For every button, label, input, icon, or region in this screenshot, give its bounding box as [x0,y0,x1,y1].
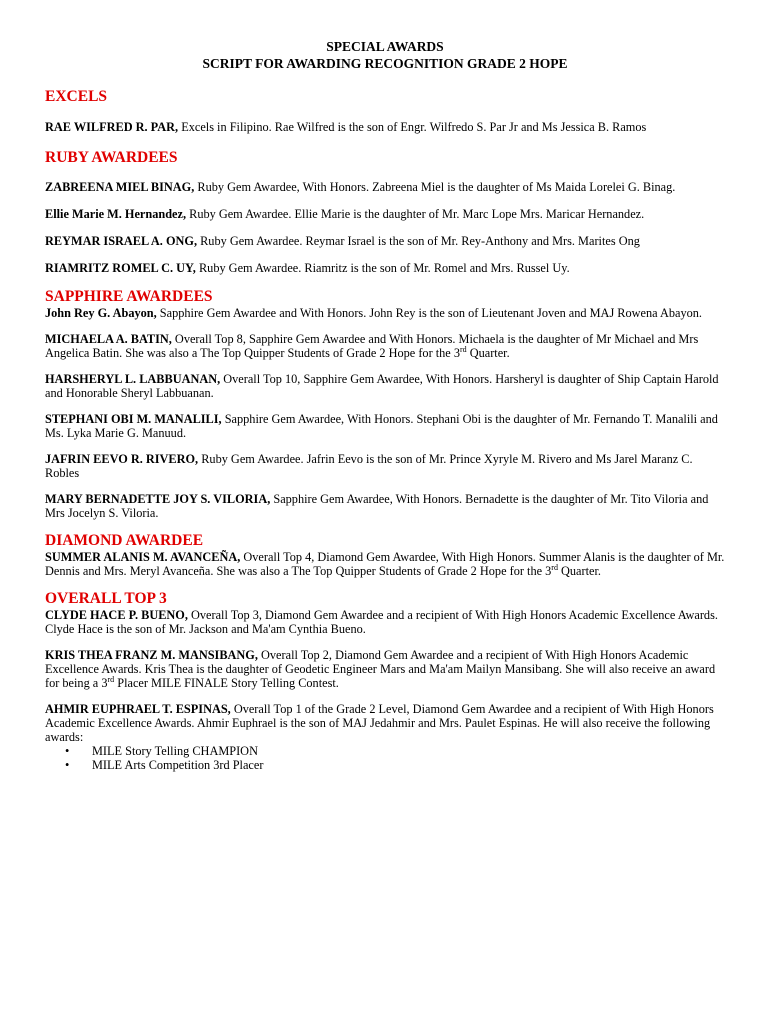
award-description: Overall Top 1 of the Grade 2 Level, Diamond Gem Awardee and a recipient of With High Honors Academic Excellence Awards. Ahmir Euphrael is the son of MAJ Jedahmir and Mrs. Paulet Espinas. He will also receive the following awards: [45,702,714,744]
awardee-name: RIAMRITZ ROMEL C. UY, [45,261,196,275]
awardee-name: AHMIR EUPHRAEL T. ESPINAS, [45,702,231,716]
award-description: Ruby Gem Awardee. Ellie Marie is the daughter of Mr. Marc Lope Mrs. Maricar Hernandez. [186,207,645,221]
entry-top3-1 [45,648,725,690]
entry-sapphire-1 [45,332,725,360]
entry-top3-0 [45,608,725,636]
entry-diamond-0 [45,550,725,578]
awardee-name: JAFRIN EEVO R. RIVERO, [45,452,199,466]
award-description: Ruby Gem Awardee. Riamritz is the son of Mr. Romel and Mrs. Russel Uy. [195,261,570,275]
entry-sapphire-4 [45,452,725,480]
additional-awards-list [45,744,725,772]
award-description: Sapphire Gem Awardee, With Honors. Bernadette is the daughter of Mr. Tito Viloria and Mrs Jocelyn S. Viloria. [45,492,709,520]
award-description: Overall Top 3, Diamond Gem Awardee and a recipient of With High Honors Academic Excellence Awards. Clyde Hace is the son of Mr. Jackson and Ma'am Cynthia Bueno. [45,608,718,636]
award-description: Ruby Gem Awardee. Jafrin Eevo is the son of Mr. Prince Xyryle M. Rivero and Ms Jarel Maranz C. Robles [45,452,693,480]
awardee-name: CLYDE HACE P. BUENO, [45,608,188,622]
awardee-name: ZABREENA MIEL BINAG, [45,180,195,194]
section-heading-top3: OVERALL TOP 3 [45,590,167,607]
entry-sapphire-2 [45,372,725,400]
ordinal-suffix: rd [551,562,558,572]
awardee-name: John Rey G. Abayon, [45,306,157,320]
entry-excels-0 [45,120,725,134]
entry-sapphire-3 [45,412,725,440]
section-heading-ruby: RUBY AWARDEES [45,149,178,166]
award-description: Excels in Filipino. Rae Wilfred is the son of Engr. Wilfredo S. Par Jr and Ms Jessica B. Ramos [178,120,647,134]
award-description-end: Placer MILE FINALE Story Telling Contest. [114,676,339,690]
entry-ruby-3 [45,261,725,275]
section-heading-sapphire: SAPPHIRE AWARDEES [45,288,213,305]
awardee-name: SUMMER ALANIS M. AVANCEÑA, [45,550,241,564]
award-description: Sapphire Gem Awardee, With Honors. Stephani Obi is the daughter of Mr. Fernando T. Manalili and Ms. Lyka Marie G. Manuud. [45,412,718,440]
award-description: Sapphire Gem Awardee and With Honors. John Rey is the son of Lieutenant Joven and MAJ Rowena Abayon. [156,306,702,320]
award-description: Overall Top 8, Sapphire Gem Awardee and With Honors. Michaela is the daughter of Mr Michael and Mrs Angelica Batin. She was also a The Top Quipper Students of Grade 2 Hope for the 3 [45,332,699,360]
award-description: Overall Top 10, Sapphire Gem Awardee, With Honors. Harsheryl is daughter of Ship Captain Harold and Honorable Sheryl Labbuanan. [45,372,719,400]
awardee-name: MICHAELA A. BATIN, [45,332,172,346]
entry-ruby-1 [45,207,725,221]
awardee-name: RAE WILFRED R. PAR, [45,120,179,134]
award-description: Ruby Gem Awardee, With Honors. Zabreena Miel is the daughter of Ms Maida Lorelei G. Binag. [194,180,676,194]
document-page [45,38,725,772]
awardee-name: REYMAR ISRAEL A. ONG, [45,234,198,248]
award-description: Ruby Gem Awardee. Reymar Israel is the son of Mr. Rey-Anthony and Mrs. Marites Ong [197,234,640,248]
title-line-2: SCRIPT FOR AWARDING RECOGNITION GRADE 2 HOPE [202,56,568,71]
entry-ruby-2 [45,234,725,248]
document-title [45,38,725,72]
awardee-name: STEPHANI OBI M. MANALILI, [45,412,222,426]
ordinal-suffix: rd [107,674,115,684]
list-item: • MILE Story Telling CHAMPION [92,744,725,758]
section-heading-diamond: DIAMOND AWARDEE [45,532,204,549]
awardee-name: HARSHERYL L. LABBUANAN, [45,372,221,386]
award-description-end: Quarter. [557,564,601,578]
entry-top3-2 [45,702,725,744]
entry-sapphire-5 [45,492,725,520]
award-description: Overall Top 2, Diamond Gem Awardee and a recipient of With High Honors Academic Excellence Awards. Kris Thea is the daughter of Geodetic Engineer Mars and Ma'am Mailyn Mansibang. She will also receive an award for being a 3 [45,648,716,690]
ordinal-suffix: rd [459,344,467,354]
awardee-name: MARY BERNADETTE JOY S. VILORIA, [45,492,271,506]
entry-sapphire-0 [45,306,725,320]
title-line-1: SPECIAL AWARDS [326,39,444,54]
list-item: • MILE Arts Competition 3rd Placer [92,758,725,772]
award-description-end: Quarter. [466,346,510,360]
entry-ruby-0 [45,180,725,194]
section-heading-excels: EXCELS [45,88,108,105]
awardee-name: Ellie Marie M. Hernandez, [45,207,187,221]
award-description: Overall Top 4, Diamond Gem Awardee, With High Honors. Summer Alanis is the daughter of Mr. Dennis and Mrs. Meryl Avanceña. She was also a The Top Quipper Students of Grade 2 Hope for the 3 [45,550,725,578]
awardee-name: KRIS THEA FRANZ M. MANSIBANG, [45,648,258,662]
